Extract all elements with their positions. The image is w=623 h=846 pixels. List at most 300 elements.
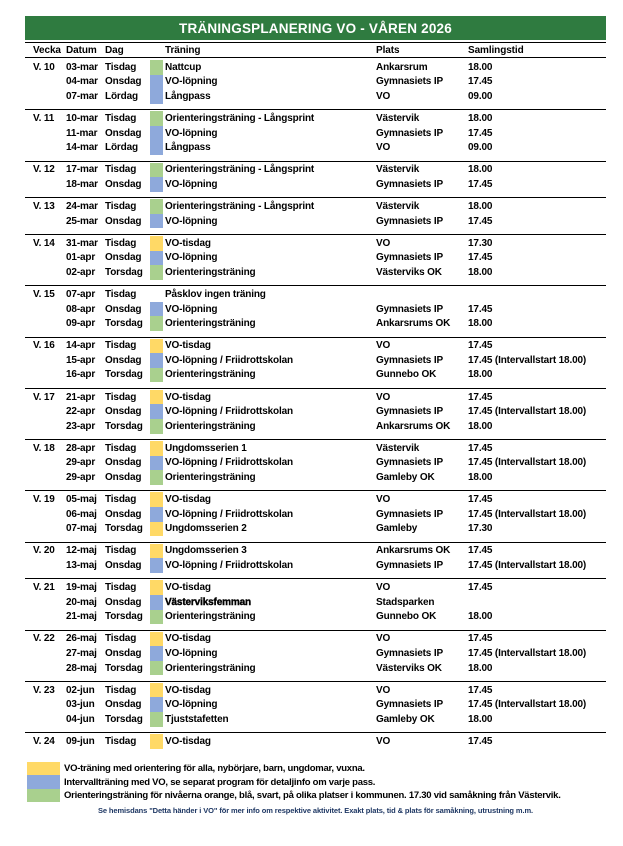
- time-cell: 18.00: [468, 662, 493, 674]
- category-swatch: [150, 697, 165, 712]
- time-cell: 17.45 (Intervallstart 18.00): [468, 560, 587, 572]
- week-label: V. 10: [33, 61, 55, 73]
- day-cell: Onsdag: [105, 596, 142, 608]
- schedule-row: [25, 265, 606, 280]
- green-category-swatch-icon: [150, 265, 163, 280]
- time-cell: 09.00: [468, 142, 493, 154]
- date-cell: 09-jun: [66, 735, 95, 747]
- place-cell: Västervik: [376, 442, 420, 454]
- training-cell: Västerviksfemman: [165, 596, 251, 608]
- place-cell: VO: [376, 582, 391, 594]
- training-cell: VO-tisdag: [165, 735, 211, 747]
- time-cell: 17.45 (Intervallstart 18.00): [468, 457, 587, 469]
- day-cell: Tisdag: [105, 237, 137, 249]
- time-cell: 18.00: [468, 318, 493, 330]
- week-group: [25, 732, 606, 749]
- time-cell: 17.45: [468, 735, 493, 747]
- day-cell: Tisdag: [105, 442, 137, 454]
- day-cell: Onsdag: [105, 76, 142, 88]
- blue-category-swatch-icon: [150, 456, 163, 471]
- day-cell: Onsdag: [105, 178, 142, 190]
- day-cell: Tisdag: [105, 201, 137, 213]
- category-swatch: [150, 265, 165, 280]
- green-category-swatch-icon: [150, 199, 163, 214]
- training-cell: VO-tisdag: [165, 684, 211, 696]
- place-cell: Ankarsrums OK: [376, 420, 451, 432]
- time-cell: 18.00: [468, 420, 493, 432]
- place-cell: Gymnasiets IP: [376, 303, 443, 315]
- training-cell: VO-löpning: [165, 215, 218, 227]
- blue-category-swatch-icon: [150, 558, 163, 573]
- place-cell: Västerviks OK: [376, 266, 442, 278]
- yellow-category-swatch-icon: [150, 236, 163, 251]
- time-cell: 17.30: [468, 523, 493, 535]
- training-cell: Långpass: [165, 90, 211, 102]
- time-cell: 17.45: [468, 303, 493, 315]
- date-cell: 14-apr: [66, 340, 96, 352]
- date-cell: 18-mar: [66, 178, 98, 190]
- category-swatch: [150, 712, 165, 727]
- training-cell: VO-löpning / Friidrottskolan: [165, 406, 294, 418]
- training-cell: Nattcup: [165, 61, 202, 73]
- schedule-row: [25, 199, 606, 214]
- training-cell: VO-löpning: [165, 127, 218, 139]
- green-category-swatch-icon: [150, 111, 163, 126]
- day-cell: Tisdag: [105, 391, 137, 403]
- place-cell: Gunnebo OK: [376, 611, 437, 623]
- training-cell: VO-tisdag: [165, 340, 211, 352]
- time-cell: 18.00: [468, 164, 493, 176]
- schedule-row: [25, 712, 606, 727]
- training-cell: Långpass: [165, 142, 211, 154]
- week-label: V. 23: [33, 684, 55, 696]
- day-cell: Torsdag: [105, 420, 143, 432]
- date-cell: 27-maj: [66, 647, 97, 659]
- category-swatch: [150, 470, 165, 485]
- place-cell: Gamleby OK: [376, 472, 435, 484]
- training-cell: Orienteringsträning: [165, 662, 256, 674]
- place-cell: VO: [376, 735, 391, 747]
- category-swatch: [150, 456, 165, 471]
- category-swatch: [150, 251, 165, 266]
- time-cell: 18.00: [468, 113, 493, 125]
- date-cell: 19-maj: [66, 582, 97, 594]
- training-cell: VO-tisdag: [165, 494, 211, 506]
- schedule-row: [25, 251, 606, 266]
- blue-category-swatch-icon: [150, 697, 163, 712]
- place-cell: Gymnasiets IP: [376, 76, 443, 88]
- schedule-row: [25, 339, 606, 354]
- category-swatch: [150, 558, 165, 573]
- week-label: V. 14: [33, 237, 55, 249]
- training-cell: VO-löpning: [165, 76, 218, 88]
- date-cell: 12-maj: [66, 545, 97, 557]
- blue-category-swatch-icon: [150, 89, 163, 104]
- place-cell: Ankarsrum: [376, 61, 428, 73]
- training-cell: Orienteringsträning: [165, 611, 256, 623]
- day-cell: Onsdag: [105, 406, 142, 418]
- blue-category-swatch-icon: [150, 507, 163, 522]
- yellow-category-swatch-icon: [150, 492, 163, 507]
- date-cell: 02-apr: [66, 266, 96, 278]
- training-cell: VO-löpning / Friidrottskolan: [165, 560, 294, 572]
- schedule-row: [25, 140, 606, 155]
- day-cell: Onsdag: [105, 647, 142, 659]
- day-cell: Onsdag: [105, 354, 142, 366]
- day-cell: Lördag: [105, 142, 138, 154]
- category-swatch: [150, 492, 165, 507]
- time-cell: 18.00: [468, 266, 493, 278]
- time-cell: 17.45: [468, 684, 493, 696]
- week-label: V. 15: [33, 289, 55, 301]
- page-content: [25, 16, 606, 815]
- category-swatch: [150, 140, 165, 155]
- week-label: V. 24: [33, 735, 55, 747]
- schedule-row: [25, 287, 606, 302]
- place-cell: VO: [376, 684, 391, 696]
- date-cell: 07-maj: [66, 523, 97, 535]
- week-group: [25, 337, 606, 383]
- day-cell: Torsdag: [105, 662, 143, 674]
- footer-note: Se hemisdans "Detta händer i VO" för mer info om respektive aktivitet. Exakt plats, tid & plats för samåkning, utrustning m.m.: [97, 806, 534, 816]
- time-cell: 18.00: [468, 201, 493, 213]
- time-cell: 17.45: [468, 215, 493, 227]
- week-group: [25, 109, 606, 155]
- place-cell: Stadsparken: [376, 596, 435, 608]
- date-cell: 05-maj: [66, 494, 97, 506]
- time-cell: 18.00: [468, 713, 493, 725]
- legend: [27, 762, 606, 803]
- training-cell: VO-tisdag: [165, 582, 211, 594]
- training-cell: Tjuststafetten: [165, 713, 229, 725]
- week-label: V. 17: [33, 391, 55, 403]
- week-group: [25, 439, 606, 485]
- category-swatch: [150, 441, 165, 456]
- training-cell: VO-löpning / Friidrottskolan: [165, 354, 294, 366]
- yellow-category-swatch-icon: [150, 632, 163, 647]
- time-cell: 09.00: [468, 90, 493, 102]
- schedule-row: [25, 404, 606, 419]
- training-cell: Orienteringsträning - Långsprint: [165, 164, 315, 176]
- time-cell: 17.45: [468, 545, 493, 557]
- week-group: [25, 388, 606, 434]
- schedule-row: [25, 734, 606, 749]
- time-cell: 18.00: [468, 61, 493, 73]
- date-cell: 04-jun: [66, 713, 95, 725]
- time-cell: 17.45: [468, 582, 493, 594]
- schedule-row: [25, 302, 606, 317]
- place-cell: Gymnasiets IP: [376, 406, 443, 418]
- training-cell: Orienteringsträning: [165, 472, 256, 484]
- date-cell: 22-apr: [66, 406, 96, 418]
- date-cell: 21-maj: [66, 611, 97, 623]
- green-category-swatch-icon: [150, 712, 163, 727]
- category-swatch: [150, 126, 165, 141]
- schedule-row: [25, 126, 606, 141]
- category-swatch: [150, 661, 165, 676]
- blue-category-swatch-icon: [150, 646, 163, 661]
- place-cell: Gymnasiets IP: [376, 560, 443, 572]
- week-label: V. 13: [33, 201, 55, 213]
- place-cell: VO: [376, 633, 391, 645]
- training-cell: Orienteringsträning - Långsprint: [165, 113, 315, 125]
- training-cell: Orienteringsträning: [165, 420, 256, 432]
- week-group: [25, 234, 606, 280]
- column-header-vecka: Vecka: [33, 44, 61, 56]
- category-swatch: [150, 177, 165, 192]
- place-cell: Gymnasiets IP: [376, 647, 443, 659]
- yellow-category-swatch-icon: [150, 683, 163, 698]
- green-category-swatch-icon: [150, 163, 163, 178]
- category-swatch: [150, 111, 165, 126]
- legend-text: Intervallträning med VO, se separat program för detaljinfo om varje pass.: [64, 776, 376, 788]
- legend-swatch-blue-icon: [27, 775, 60, 789]
- schedule-row: [25, 163, 606, 178]
- day-cell: Tisdag: [105, 735, 137, 747]
- date-cell: 09-apr: [66, 318, 96, 330]
- schedule-row: [25, 89, 606, 104]
- column-header-traning: Träning: [165, 44, 201, 56]
- category-swatch: [150, 214, 165, 229]
- category-swatch: [150, 580, 165, 595]
- training-cell: VO-löpning: [165, 252, 218, 264]
- legend-text: VO-träning med orientering för alla, nybörjare, barn, ungdomar, vuxna.: [64, 763, 365, 774]
- schedule-row: [25, 697, 606, 712]
- legend-item: [27, 789, 606, 803]
- training-cell: Orienteringsträning: [165, 369, 256, 381]
- date-cell: 21-apr: [66, 391, 96, 403]
- place-cell: Gymnasiets IP: [376, 354, 443, 366]
- time-cell: 18.00: [468, 472, 493, 484]
- training-cell: Ungdomsserien 2: [165, 523, 247, 535]
- green-category-swatch-icon: [150, 470, 163, 485]
- day-cell: Torsdag: [105, 266, 143, 278]
- day-cell: Tisdag: [105, 340, 137, 352]
- week-label: V. 12: [33, 164, 55, 176]
- blue-category-swatch-icon: [150, 302, 163, 317]
- day-cell: Onsdag: [105, 457, 142, 469]
- blue-category-swatch-icon: [150, 75, 163, 90]
- time-cell: 17.45 (Intervallstart 18.00): [468, 406, 587, 418]
- place-cell: Gamleby OK: [376, 713, 435, 725]
- week-label: V. 22: [33, 633, 55, 645]
- training-cell: VO-löpning: [165, 303, 218, 315]
- schedule-row: [25, 580, 606, 595]
- date-cell: 04-mar: [66, 76, 98, 88]
- place-cell: VO: [376, 391, 391, 403]
- legend-swatch-yellow-icon: [27, 762, 60, 776]
- week-label: V. 18: [33, 442, 55, 454]
- category-swatch: [150, 316, 165, 331]
- yellow-category-swatch-icon: [150, 734, 163, 749]
- green-category-swatch-icon: [150, 661, 163, 676]
- training-cell: VO-tisdag: [165, 237, 211, 249]
- category-swatch: [150, 89, 165, 104]
- category-swatch: [150, 236, 165, 251]
- week-label: V. 11: [33, 113, 55, 125]
- page-title: TRÄNINGSPLANERING VO - VÅREN 2026: [179, 20, 452, 36]
- schedule-row: [25, 507, 606, 522]
- schedule-row: [25, 236, 606, 251]
- category-swatch: [150, 595, 165, 610]
- training-cell: Orienteringsträning: [165, 318, 256, 330]
- week-label: V. 16: [33, 340, 55, 352]
- day-cell: Tisdag: [105, 164, 137, 176]
- date-cell: 02-jun: [66, 684, 95, 696]
- schedule-body: [25, 58, 606, 749]
- category-swatch: [150, 199, 165, 214]
- legend-text: Orienteringsträning för nivåerna orange, blå, svart, på olika platser i kommunen. 17.30 vid samåkning från Västervik.: [64, 790, 561, 801]
- yellow-category-swatch-icon: [150, 580, 163, 595]
- blue-category-swatch-icon: [150, 251, 163, 266]
- date-cell: 03-mar: [66, 61, 98, 73]
- place-cell: Västervik: [376, 113, 420, 125]
- date-cell: 26-maj: [66, 633, 97, 645]
- place-cell: VO: [376, 237, 391, 249]
- schedule-row: [25, 632, 606, 647]
- schedule-row: [25, 75, 606, 90]
- blue-category-swatch-icon: [150, 214, 163, 229]
- time-cell: 17.45: [468, 442, 493, 454]
- yellow-category-swatch-icon: [150, 441, 163, 456]
- day-cell: Torsdag: [105, 318, 143, 330]
- day-cell: Tisdag: [105, 289, 137, 301]
- place-cell: Gymnasiets IP: [376, 252, 443, 264]
- date-cell: 29-apr: [66, 472, 96, 484]
- column-header-datum: Datum: [66, 44, 97, 56]
- title-bar: [25, 16, 606, 40]
- date-cell: 14-mar: [66, 142, 98, 154]
- category-swatch: [150, 646, 165, 661]
- category-swatch: [150, 610, 165, 625]
- training-cell: VO-löpning: [165, 699, 218, 711]
- day-cell: Torsdag: [105, 611, 143, 623]
- category-swatch: [150, 419, 165, 434]
- category-swatch: [150, 404, 165, 419]
- category-swatch: [150, 60, 165, 75]
- schedule-row: [25, 316, 606, 331]
- column-header-dag: Dag: [105, 44, 124, 56]
- schedule-row: [25, 111, 606, 126]
- time-cell: 17.45: [468, 633, 493, 645]
- legend-item: [27, 762, 606, 776]
- day-cell: Tisdag: [105, 494, 137, 506]
- week-group: [25, 161, 606, 192]
- week-group: [25, 197, 606, 228]
- category-swatch: [150, 544, 165, 559]
- category-swatch: [150, 507, 165, 522]
- time-cell: 17.45: [468, 340, 493, 352]
- date-cell: 15-apr: [66, 354, 96, 366]
- date-cell: 20-maj: [66, 596, 97, 608]
- time-cell: 17.45: [468, 391, 493, 403]
- schedule-row: [25, 683, 606, 698]
- day-cell: Torsdag: [105, 523, 143, 535]
- training-cell: VO-tisdag: [165, 633, 211, 645]
- day-cell: Onsdag: [105, 699, 142, 711]
- date-cell: 07-mar: [66, 90, 98, 102]
- green-category-swatch-icon: [150, 368, 163, 383]
- yellow-category-swatch-icon: [150, 339, 163, 354]
- schedule-row: [25, 419, 606, 434]
- place-cell: Västervik: [376, 201, 420, 213]
- day-cell: Torsdag: [105, 713, 143, 725]
- time-cell: 17.45 (Intervallstart 18.00): [468, 508, 587, 520]
- place-cell: VO: [376, 142, 391, 154]
- blue-category-swatch-icon: [150, 595, 163, 610]
- date-cell: 24-mar: [66, 201, 98, 213]
- day-cell: Tisdag: [105, 545, 137, 557]
- day-cell: Tisdag: [105, 113, 137, 125]
- schedule-row: [25, 492, 606, 507]
- week-group: [25, 681, 606, 727]
- place-cell: Ankarsrums OK: [376, 318, 451, 330]
- column-header-samlingstid: Samlingstid: [468, 44, 524, 56]
- schedule-row: [25, 456, 606, 471]
- training-cell: Ungdomsserien 3: [165, 545, 247, 557]
- week-label: V. 20: [33, 545, 55, 557]
- training-cell: VO-löpning: [165, 647, 218, 659]
- day-cell: Onsdag: [105, 560, 142, 572]
- blue-category-swatch-icon: [150, 177, 163, 192]
- green-category-swatch-icon: [150, 316, 163, 331]
- time-cell: 17.45: [468, 76, 493, 88]
- week-group: [25, 490, 606, 536]
- category-swatch: [150, 163, 165, 178]
- date-cell: 10-mar: [66, 113, 98, 125]
- day-cell: Onsdag: [105, 508, 142, 520]
- blue-category-swatch-icon: [150, 126, 163, 141]
- week-group: [25, 630, 606, 676]
- green-category-swatch-icon: [150, 60, 163, 75]
- day-cell: Torsdag: [105, 369, 143, 381]
- date-cell: 29-apr: [66, 457, 96, 469]
- training-cell: Ungdomsserien 1: [165, 442, 247, 454]
- week-label: V. 19: [33, 494, 55, 506]
- yellow-category-swatch-icon: [150, 522, 163, 537]
- time-cell: 17.45 (Intervallstart 18.00): [468, 647, 587, 659]
- legend-item: [27, 775, 606, 789]
- place-cell: Gymnasiets IP: [376, 127, 443, 139]
- schedule-row: [25, 661, 606, 676]
- schedule-row: [25, 177, 606, 192]
- training-cell: VO-löpning / Friidrottskolan: [165, 508, 294, 520]
- date-cell: 16-apr: [66, 369, 96, 381]
- place-cell: Ankarsrums OK: [376, 545, 451, 557]
- training-cell: Orienteringsträning - Långsprint: [165, 201, 315, 213]
- week-group: [25, 578, 606, 624]
- training-cell: VO-löpning / Friidrottskolan: [165, 457, 294, 469]
- schedule-row: [25, 522, 606, 537]
- yellow-category-swatch-icon: [150, 390, 163, 405]
- place-cell: VO: [376, 494, 391, 506]
- place-cell: Gymnasiets IP: [376, 178, 443, 190]
- time-cell: 17.45 (Intervallstart 18.00): [468, 699, 587, 711]
- day-cell: Tisdag: [105, 582, 137, 594]
- category-swatch: [150, 390, 165, 405]
- schedule-row: [25, 470, 606, 485]
- place-cell: Gamleby: [376, 523, 418, 535]
- schedule-row: [25, 60, 606, 75]
- date-cell: 08-apr: [66, 303, 96, 315]
- category-swatch: [150, 522, 165, 537]
- time-cell: 17.45: [468, 178, 493, 190]
- legend-swatch-green-icon: [27, 789, 60, 803]
- green-category-swatch-icon: [150, 419, 163, 434]
- date-cell: 31-mar: [66, 237, 98, 249]
- category-swatch: [150, 683, 165, 698]
- time-cell: 17.45: [468, 494, 493, 506]
